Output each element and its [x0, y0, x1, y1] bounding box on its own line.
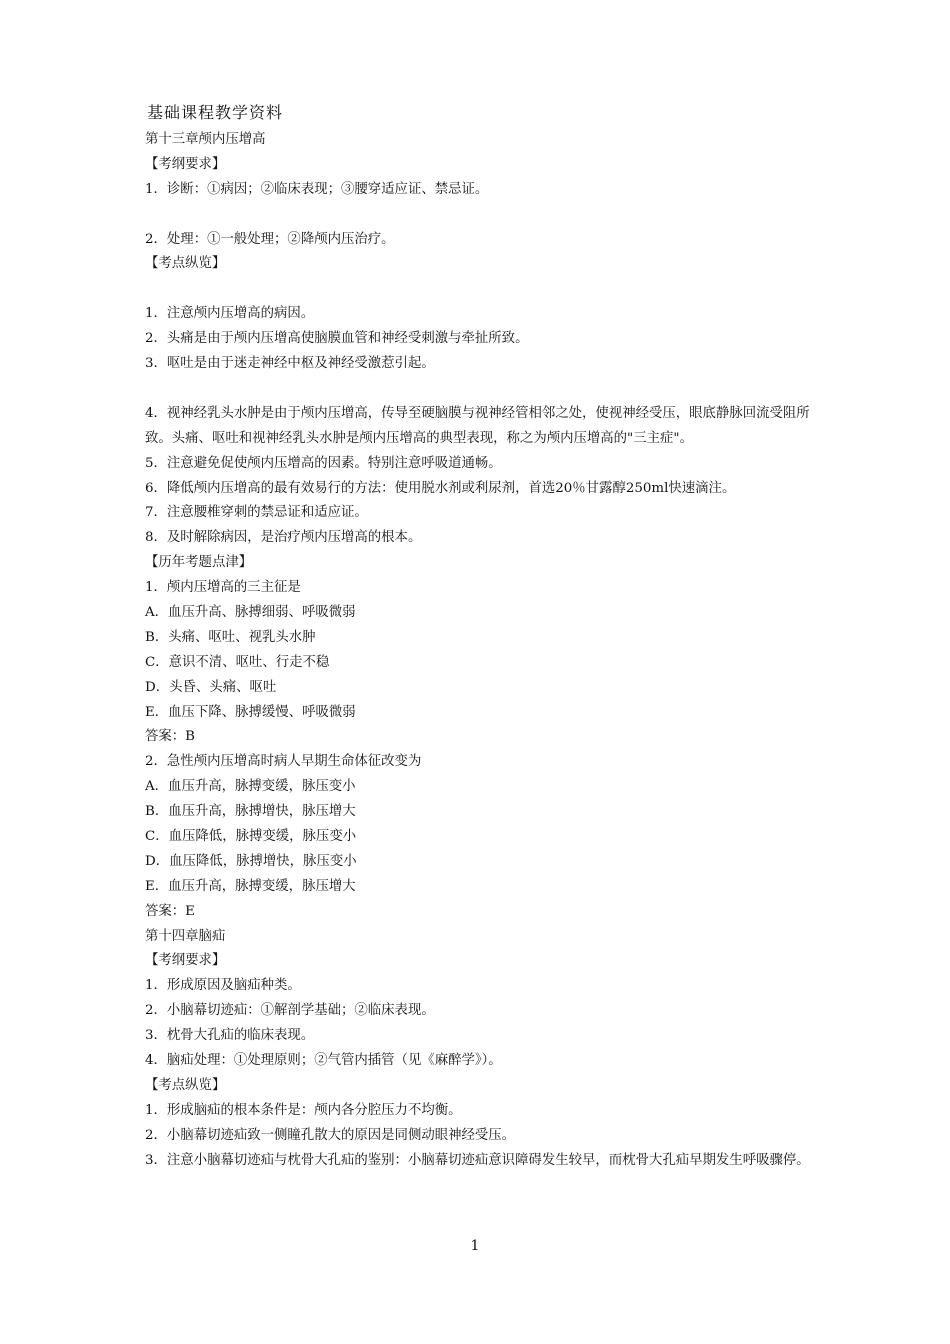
question-2-option-a: A．血压升高，脉搏变缓，脉压变小	[145, 779, 356, 795]
ch14-point-2: 2．小脑幕切迹疝致一侧瞳孔散大的原因是同侧动眼神经受压。	[145, 1127, 516, 1143]
question-2-answer: 答案：E	[145, 903, 195, 919]
ch14-requirement-1: 1．形成原因及脑疝种类。	[145, 978, 301, 994]
ch13-point-7: 7．注意腰椎穿刺的禁忌证和适应证。	[145, 505, 368, 521]
question-2-option-b: B．血压升高，脉搏增快，脉压增大	[145, 804, 356, 820]
question-1-answer: 答案：B	[145, 729, 196, 745]
blank-line	[145, 203, 817, 228]
ch13-overview-heading: 【考点纵览】	[145, 256, 226, 272]
ch14-requirement-3: 3．枕骨大孔疝的临床表现。	[145, 1028, 315, 1044]
question-1-option-b: B．头痛、呕吐、视乳头水肿	[145, 629, 316, 645]
question-2-option-d: D．血压降低，脉搏增快，脉压变小	[145, 853, 357, 869]
question-1-option-e: E．血压下降、脉搏缓慢、呼吸微弱	[145, 704, 356, 720]
ch14-requirement-4: 4．脑疝处理：①处理原则；②气管内插管（见《麻醉学》）。	[145, 1052, 502, 1068]
ch14-point-1: 1．形成脑疝的根本条件是：颅内各分腔压力不均衡。	[145, 1102, 462, 1118]
ch14-overview-heading: 【考点纵览】	[145, 1077, 226, 1093]
ch13-requirement-2: 2．处理：①一般处理；②降颅内压治疗。	[145, 231, 395, 247]
ch14-point-3: 3．注意小脑幕切迹疝与枕骨大孔疝的鉴别：小脑幕切迹疝意识障碍发生较早，而枕骨大孔疝早期发生呼吸骤停。	[145, 1152, 810, 1168]
ch13-point-4: 4．视神经乳头水肿是由于颅内压增高，传导至硬脑膜与视神经管相邻之处，使视神经受压，眼底静脉回流受阻所致。头痛、呕吐和视神经乳头水肿是颅内压增高的典型表现，称之为颅内压增高的"三主症"。	[145, 405, 810, 446]
document-header-title: 基础课程教学资料	[147, 103, 284, 122]
chapter-14-title: 第十四章脑疝	[145, 928, 226, 944]
ch13-point-5: 5．注意避免促使颅内压增高的因素。特别注意呼吸道通畅。	[145, 455, 502, 471]
question-1-option-a: A．血压升高、脉搏细弱、呼吸微弱	[145, 604, 356, 620]
question-1-option-c: C．意识不清、呕吐、行走不稳	[145, 654, 330, 670]
question-2-option-e: E．血压升高，脉搏变缓，脉压增大	[145, 878, 356, 894]
ch14-requirements-heading: 【考纲要求】	[145, 953, 226, 969]
ch13-point-2: 2．头痛是由于颅内压增高使脑膜血管和神经受刺激与牵扯所致。	[145, 331, 529, 347]
question-2-option-c: C．血压降低，脉搏变缓，脉压变小	[145, 828, 357, 844]
blank-line	[145, 277, 817, 302]
chapter-13-title: 第十三章颅内压增高	[145, 132, 266, 147]
page-number: 1	[470, 1238, 480, 1254]
ch13-requirements-heading: 【考纲要求】	[145, 156, 226, 172]
ch13-point-8: 8．及时解除病因，是治疗颅内压增高的根本。	[145, 530, 422, 546]
ch13-point-1: 1．注意颅内压增高的病因。	[145, 306, 315, 322]
question-1-option-d: D．头昏、头痛、呕吐	[145, 679, 277, 695]
question-2-stem: 2．急性颅内压增高时病人早期生命体征改变为	[145, 754, 422, 770]
question-1-stem: 1．颅内压增高的三主征是	[145, 580, 301, 596]
blank-line	[145, 377, 817, 402]
ch13-point-6: 6．降低颅内压增高的最有效易行的方法：使用脱水剂或利尿剂，首选20％甘露醇250ml快速滴注。	[145, 480, 736, 496]
ch13-point-3: 3．呕吐是由于迷走神经中枢及神经受激惹引起。	[145, 356, 435, 372]
ch14-requirement-2: 2．小脑幕切迹疝：①解剖学基础；②临床表现。	[145, 1003, 435, 1019]
document-body	[145, 128, 817, 1173]
ch13-requirement-1: 1．诊断：①病因；②临床表现；③腰穿适应证、禁忌证。	[145, 181, 489, 197]
ch13-exam-heading: 【历年考题点津】	[145, 555, 253, 571]
